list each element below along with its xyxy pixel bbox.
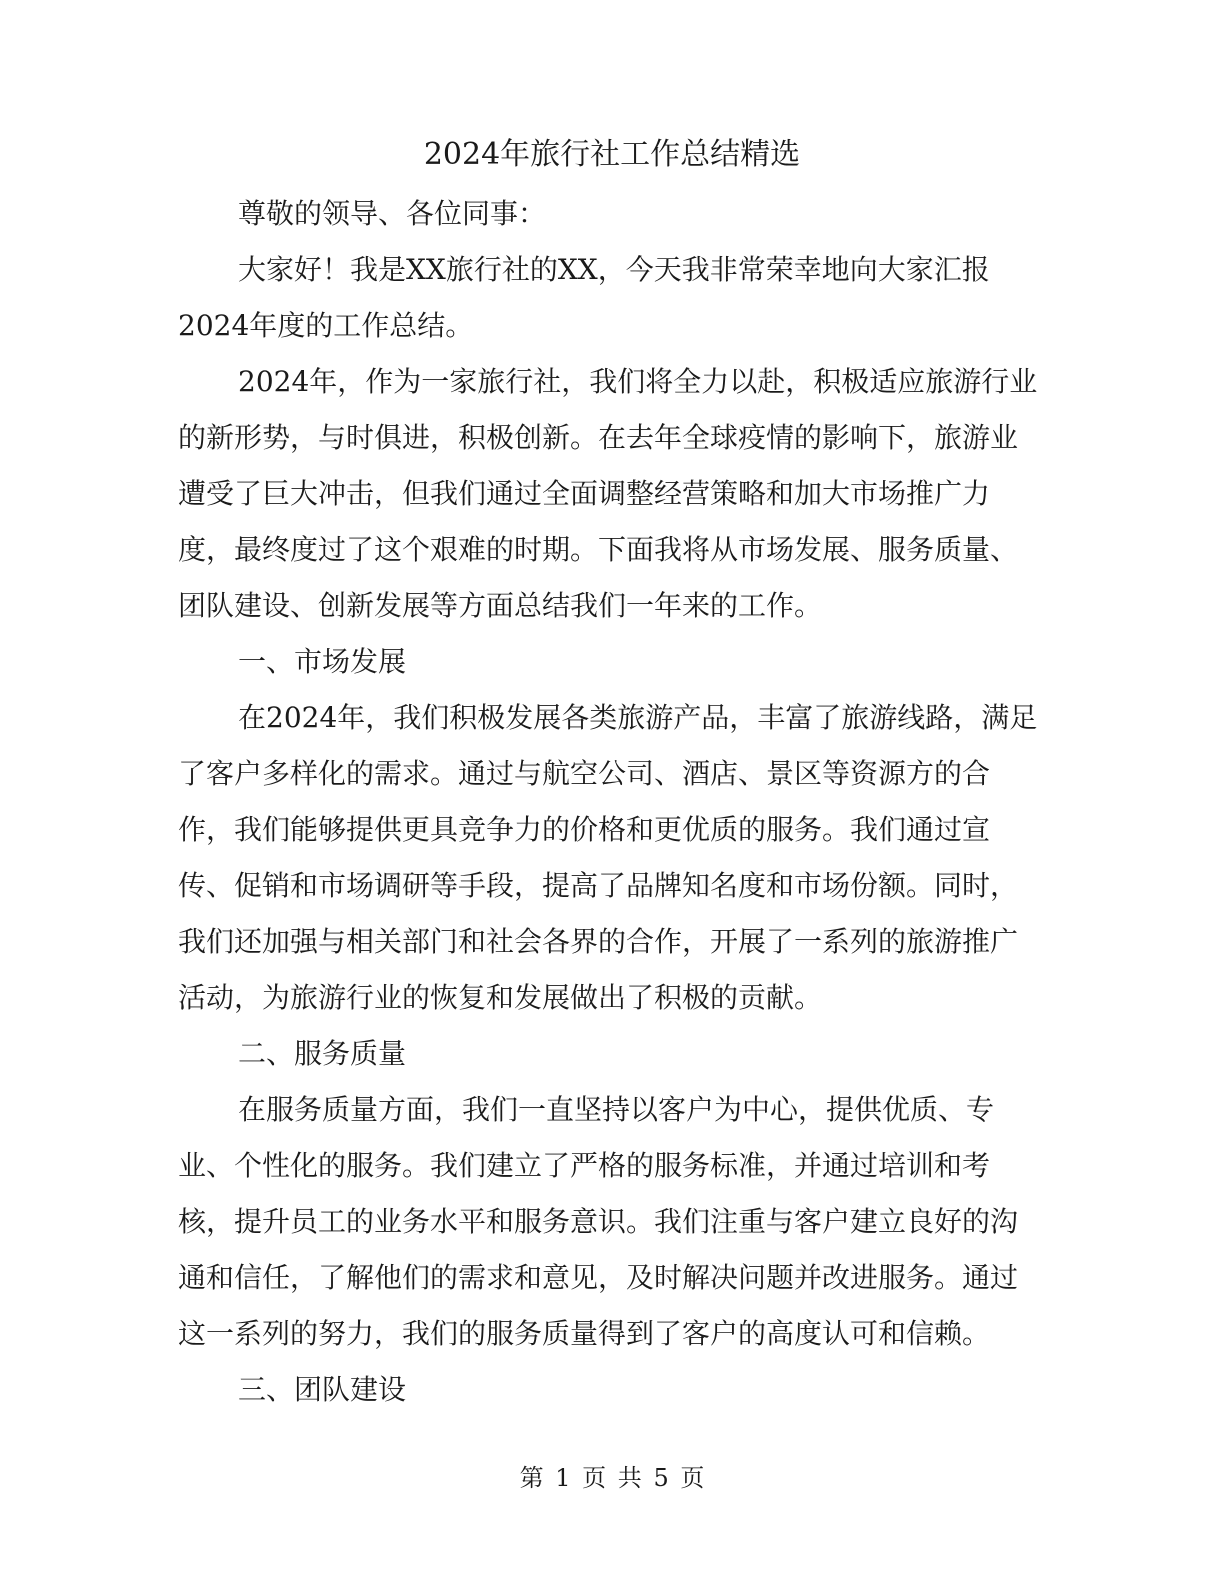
body-line: 业、个性化的服务。我们建立了严格的服务标准，并通过培训和考 <box>178 1149 991 1182</box>
body-line: 在2024年，我们积极发展各类旅游产品，丰富了旅游线路，满足 <box>238 701 1038 734</box>
body-line: 在服务质量方面，我们一直坚持以客户为中心，提供优质、专 <box>238 1093 995 1126</box>
body-line: 的新形势，与时俱进，积极创新。在去年全球疫情的影响下，旅游业 <box>178 421 1019 454</box>
body-line: 2024年度的工作总结。 <box>178 309 474 342</box>
body-line: 这一系列的努力，我们的服务质量得到了客户的高度认可和信赖。 <box>178 1317 991 1350</box>
body-line: 活动，为旅游行业的恢复和发展做出了积极的贡献。 <box>178 981 823 1014</box>
body-line: 团队建设、创新发展等方面总结我们一年来的工作。 <box>178 589 823 622</box>
body-line: 大家好！我是XX旅行社的XX，今天我非常荣幸地向大家汇报 <box>238 253 990 286</box>
page-footer: 第 1 页 共 5 页 <box>519 1464 705 1492</box>
body-line: 遭受了巨大冲击，但我们通过全面调整经营策略和加大市场推广力 <box>178 477 991 510</box>
body-line: 了客户多样化的需求。通过与航空公司、酒店、景区等资源方的合 <box>178 757 991 790</box>
document-title: 2024年旅行社工作总结精选 <box>423 137 801 172</box>
body-line: 度，最终度过了这个艰难的时期。下面我将从市场发展、服务质量、 <box>178 533 1019 566</box>
document-body <box>178 186 1038 1418</box>
body-line: 通和信任，了解他们的需求和意见，及时解决问题并改进服务。通过 <box>178 1261 1019 1294</box>
body-line: 作，我们能够提供更具竞争力的价格和更优质的服务。我们通过宣 <box>178 813 991 846</box>
body-line: 2024年，作为一家旅行社，我们将全力以赴，积极适应旅游行业 <box>238 365 1038 398</box>
section-heading-service: 二、服务质量 <box>238 1037 407 1070</box>
body-line: 尊敬的领导、各位同事： <box>238 197 547 230</box>
body-line: 我们还加强与相关部门和社会各界的合作，开展了一系列的旅游推广 <box>178 925 1019 958</box>
section-heading-team: 三、团队建设 <box>238 1373 407 1406</box>
body-line: 传、促销和市场调研等手段，提高了品牌知名度和市场份额。同时， <box>178 869 1019 902</box>
section-heading-market: 一、市场发展 <box>238 645 407 678</box>
body-line: 核，提升员工的业务水平和服务意识。我们注重与客户建立良好的沟 <box>178 1205 1019 1238</box>
